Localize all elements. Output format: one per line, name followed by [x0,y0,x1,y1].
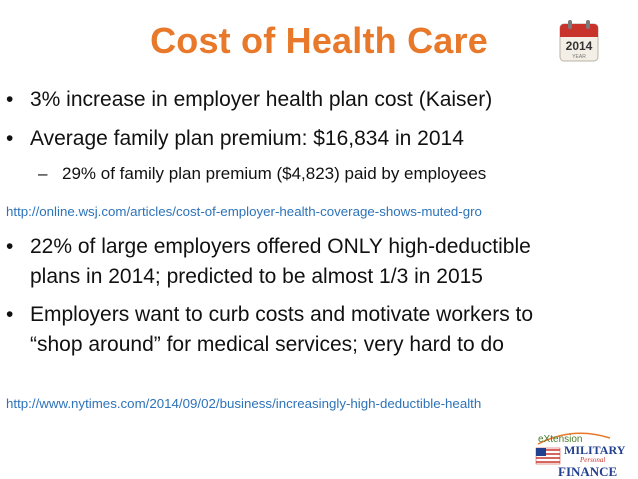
bullet-text-line1: 22% of large employers offered ONLY high-deductible [30,235,531,258]
nytimes-link[interactable]: http://www.nytimes.com/2014/09/02/business/increasingly-high-deductible-health [6,396,482,411]
bullet-marker: • [6,127,14,150]
logo-extension: eXtension [538,434,583,445]
bullet-text-line2: plans in 2014; predicted to be almost 1/3 in 2015 [30,265,483,288]
bullet-text: 3% increase in employer health plan cost (Kaiser) [30,88,493,111]
bullet-text: Average family plan premium: $16,834 in 2014 [30,127,464,150]
calendar-icon [559,18,599,62]
bullet-text-line2: “shop around” for medical services; very hard to do [30,333,504,356]
military-finance-logo [528,424,638,479]
logo-personal: Personal [580,456,606,464]
bullet-marker: • [6,88,14,111]
bullet-marker: • [6,303,14,326]
logo-finance: FINANCE [558,464,618,479]
flag-icon [536,448,560,464]
calendar-year: 2014 [565,39,593,53]
sub-bullet-marker: – [38,164,48,183]
bullet-marker: • [6,235,14,258]
sub-bullet [38,164,486,184]
calendar-caption: YEAR [572,54,586,60]
logo-military: MILITARY [564,443,626,457]
wsj-link[interactable]: http://online.wsj.com/articles/cost-of-employer-health-coverage-shows-muted-gro [6,204,482,219]
sub-bullet-text: 29% of family plan premium ($4,823) paid by employees [62,164,487,183]
bullet-text-line1: Employers want to curb costs and motivate workers to [30,303,534,326]
slide-title: Cost of Health Care [150,20,488,61]
